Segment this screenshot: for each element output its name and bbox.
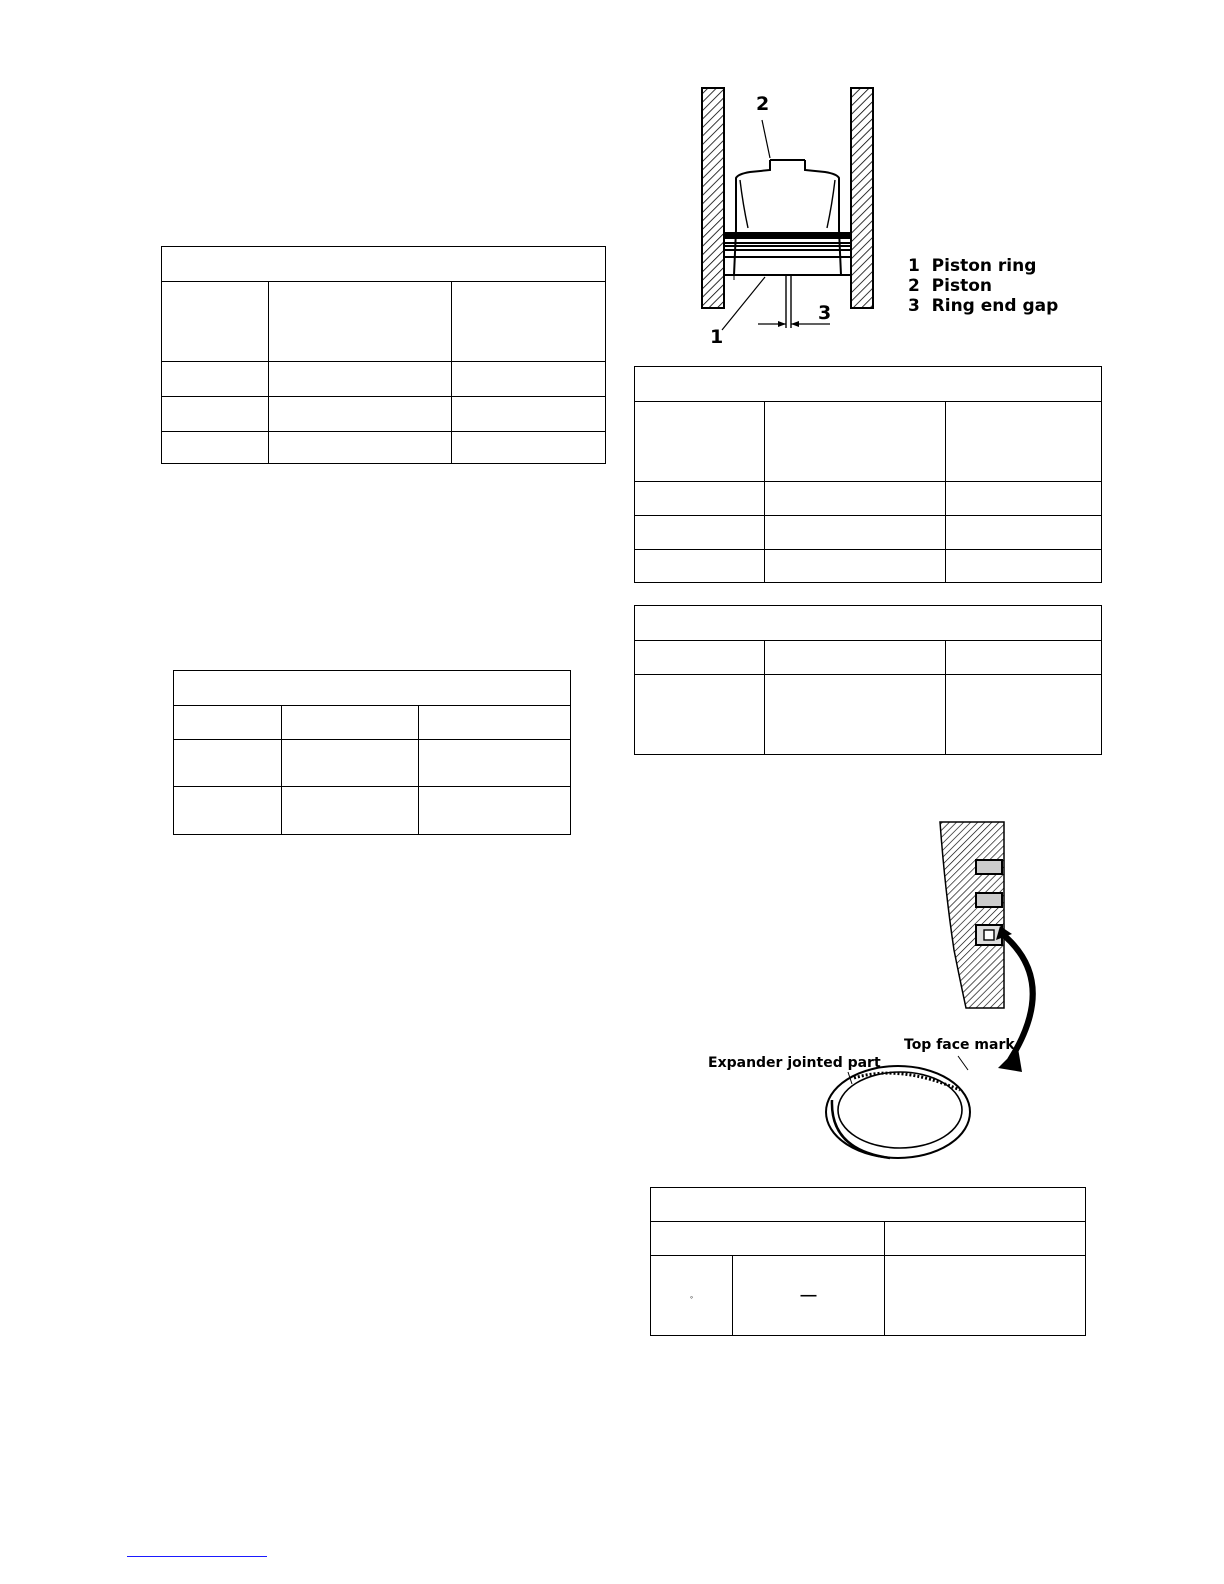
spec-table-c [650,1187,1086,1336]
table-cell [269,432,452,464]
table-cell [635,402,765,482]
table-cell [174,740,282,787]
table-header-row [635,606,1102,641]
table-cell [635,675,765,755]
table-cell [162,397,269,432]
table-cell [651,1222,885,1256]
table-cell [651,1256,733,1336]
table-cell [946,641,1102,675]
figure-legend-piston-ring: 1 Piston ring [908,256,1037,276]
table-cell [733,1256,885,1336]
table-cell [946,482,1102,516]
table-cell [946,550,1102,583]
figure-legend-ring-end-gap: 3 Ring end gap [908,296,1059,316]
callout-3: 3 [818,302,832,324]
label-top-face-mark: Top face mark [904,1037,1015,1053]
table-cell [946,402,1102,482]
table-cell [174,787,282,835]
table-cell [946,516,1102,550]
table-cell [419,706,571,740]
table-cell [452,397,606,432]
spec-table-b [173,670,571,835]
table-cell [162,282,269,362]
table-cell [269,282,452,362]
leader-lines [840,1050,980,1100]
arrow-icon [970,920,1040,1080]
table-cell [282,740,419,787]
table-cell [885,1222,1086,1256]
table-cell [269,362,452,397]
table-cell [765,402,946,482]
footer-link-underline[interactable] [127,1556,267,1557]
table-cell [452,282,606,362]
figure-legend-piston: 2 Piston [908,276,992,296]
small-circle-symbol: ◦ [689,1291,694,1302]
callout-1: 1 [710,326,724,348]
table-cell [765,482,946,516]
table-cell [174,706,282,740]
spec-table-e [634,605,1102,755]
table-cell [635,550,765,583]
table-cell [885,1256,1086,1336]
table-cell [419,740,571,787]
table-cell [635,482,765,516]
table-cell [282,787,419,835]
table-cell [765,516,946,550]
table-cell [162,362,269,397]
spec-table-a [161,246,606,464]
table-cell [635,641,765,675]
table-header-row [635,367,1102,402]
table-cell [452,362,606,397]
table-header-row [174,671,571,706]
table-cell [765,550,946,583]
spec-table-d [634,366,1102,583]
table-cell [162,432,269,464]
table-cell [765,641,946,675]
table-cell [419,787,571,835]
table-cell [269,397,452,432]
table-header-row [651,1188,1086,1222]
label-expander-jointed-part: Expander jointed part [708,1055,881,1071]
callout-2: 2 [756,93,770,115]
table-cell [946,675,1102,755]
table-cell [282,706,419,740]
table-cell [452,432,606,464]
table-header-row [162,247,606,282]
table-cell [765,675,946,755]
dash-symbol: — [800,1286,817,1304]
piston-ring-gap-figure [690,80,890,350]
table-cell [635,516,765,550]
